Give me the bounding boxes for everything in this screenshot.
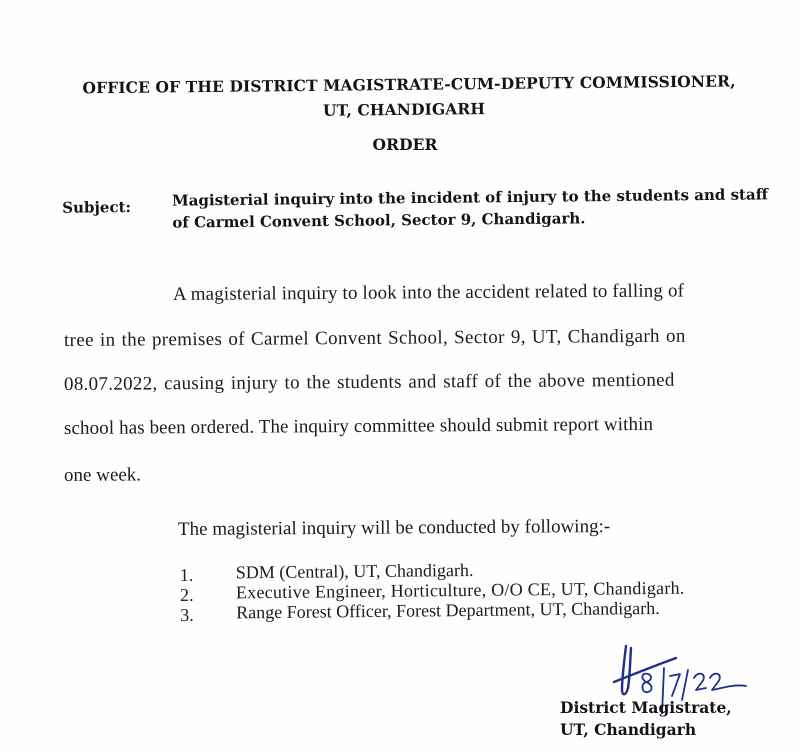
body-line: one week.: [63, 464, 142, 486]
office-location-heading: UT, CHANDIGARH: [322, 99, 486, 120]
subject-label: Subject:: [62, 198, 132, 217]
body-line: A magisterial inquiry to look into the accident related to falling of: [172, 280, 685, 305]
document-title: ORDER: [372, 135, 438, 154]
signatory-designation: District Magistrate,: [560, 698, 732, 717]
list-number: 3.: [180, 604, 194, 625]
list-text: Executive Engineer, Horticulture, O/O CE, UT, Chandigarh.: [235, 577, 685, 603]
committee-list: [179, 559, 685, 625]
body-line: tree in the premises of Carmel Convent School, Sector 9, UT, Chandigarh on: [63, 325, 686, 351]
office-heading: OFFICE OF THE DISTRICT MAGISTRATE-CUM-DEPUTY COMMISSIONER,: [82, 71, 736, 98]
body-line: school has been ordered. The inquiry committee should submit report within: [63, 413, 654, 439]
subject-text: Magisterial inquiry into the incident of injury to the students and staff of Carmel Convent School, Sector 9, Chandigarh.: [172, 185, 769, 232]
committee-intro: The magisterial inquiry will be conducted by following:-: [177, 515, 611, 540]
list-number: 1.: [179, 564, 194, 586]
list-text: SDM (Central), UT, Chandigarh.: [235, 559, 474, 583]
list-text: Range Forest Officer, Forest Department, UT, Chandigarh.: [236, 597, 660, 623]
signatory-location: UT, Chandigarh: [560, 720, 697, 739]
body-line: 08.07.2022, causing injury to the students and staff of the above mentioned: [63, 369, 675, 395]
list-number: 2.: [179, 584, 194, 605]
signatory-block: [560, 697, 732, 741]
subject-block: [62, 183, 782, 232]
